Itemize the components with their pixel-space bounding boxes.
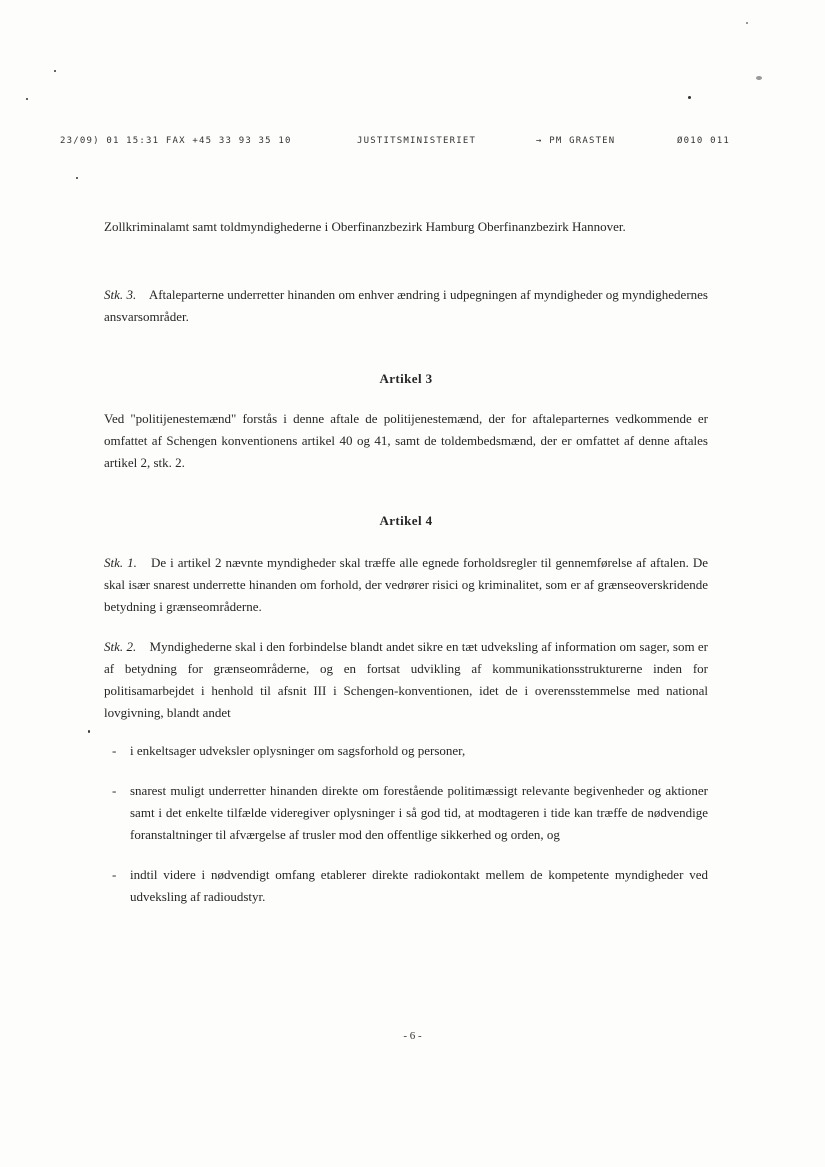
artikel3-heading: Artikel 3	[379, 371, 433, 386]
artikel4-stk1-text: De i artikel 2 nævnte myndigheder skal træffe alle egnede forholdsregler til gennemførelse af aftalen. De skal især snarest underrette hinanden om forhold, der vedrører risici og kriminalitet, som er af grænseoverskridende betydning i grænseområderne.	[104, 555, 709, 614]
artikel3-paragraph: Ved "politijenestemænd" forstås i denne aftale de politijenestemænd, der for aftaleparternes vedkommende er omfattet af Schengen konventionens artikel 40 og 41, samt de toldembedsmænd, der er omfattet af denne aftales artikel 2, stk. 2.	[104, 411, 708, 470]
artikel4-stk2-label: Stk. 2.	[104, 639, 137, 654]
list-item	[104, 864, 708, 908]
bullet-text: snarest muligt underretter hinanden direkte om forestående politimæssigt relevante begivenheder og aktioner samt i det enkelte tilfælde videregiver oplysninger i så god tid, at modtageren i tide kan træffe de nødvendige foranstaltninger til afværgelse af trusler mod den offentlige sikkerhed og orden, og	[130, 783, 708, 842]
scan-speck	[26, 98, 28, 100]
scan-speck	[688, 96, 691, 99]
bullet-text: i enkeltsager udveksler oplysninger om sagsforhold og personer,	[130, 743, 466, 758]
stk3-label: Stk. 3.	[104, 287, 137, 302]
artikel4-stk2-paragraph	[104, 636, 708, 724]
stk3-paragraph	[104, 284, 708, 328]
artikel4-bullet-list	[104, 740, 708, 926]
bullet-dash: -	[112, 743, 117, 758]
scan-speck	[76, 177, 78, 179]
artikel4-heading: Artikel 4	[379, 513, 433, 528]
page-number: - 6 -	[403, 1030, 422, 1042]
artikel4-stk2-text: Myndighederne skal i den forbindelse blandt andet sikre en tæt udveksling af information om sager, som er af betydning for grænseområderne, og en fortsat udvikling af kommunikationsstrukturerne inden for politisamarbejdet i henhold til afsnit III i Schengen-konventionen, idet de i overensstemmelse med national lovgivning, blandt andet	[104, 639, 709, 720]
list-item	[104, 740, 708, 762]
scan-speck	[746, 22, 748, 24]
bullet-dash: -	[112, 867, 117, 882]
fax-date: 23/09) 01 15:31 FAX +45 33 93 35 10	[60, 136, 292, 146]
intro-paragraph: Zollkriminalamt samt toldmyndighederne i Oberfinanzbezirk Hamburg Oberfinanzbezirk Hannover.	[104, 219, 626, 234]
bullet-text: indtil videre i nødvendigt omfang etablerer direkte radiokontakt mellem de kompetente myndigheder ved udveksling af radioudstyr.	[130, 867, 708, 904]
fax-page-code: Ø010 011	[677, 136, 730, 146]
artikel4-stk1-label: Stk. 1.	[104, 555, 137, 570]
bullet-dash: -	[112, 783, 117, 798]
list-item	[104, 780, 708, 846]
stk3-text: Aftaleparterne underretter hinanden om enhver ændring i udpegningen af myndigheder og myndighedernes ansvarsområder.	[104, 287, 708, 324]
scan-speck	[756, 76, 762, 80]
fax-sender: → PM GRASTEN	[536, 136, 616, 146]
scan-speck	[88, 730, 90, 733]
scan-speck	[54, 70, 56, 72]
artikel4-stk1-paragraph	[104, 552, 708, 618]
fax-department: JUSTITSMINISTERIET	[357, 136, 477, 146]
